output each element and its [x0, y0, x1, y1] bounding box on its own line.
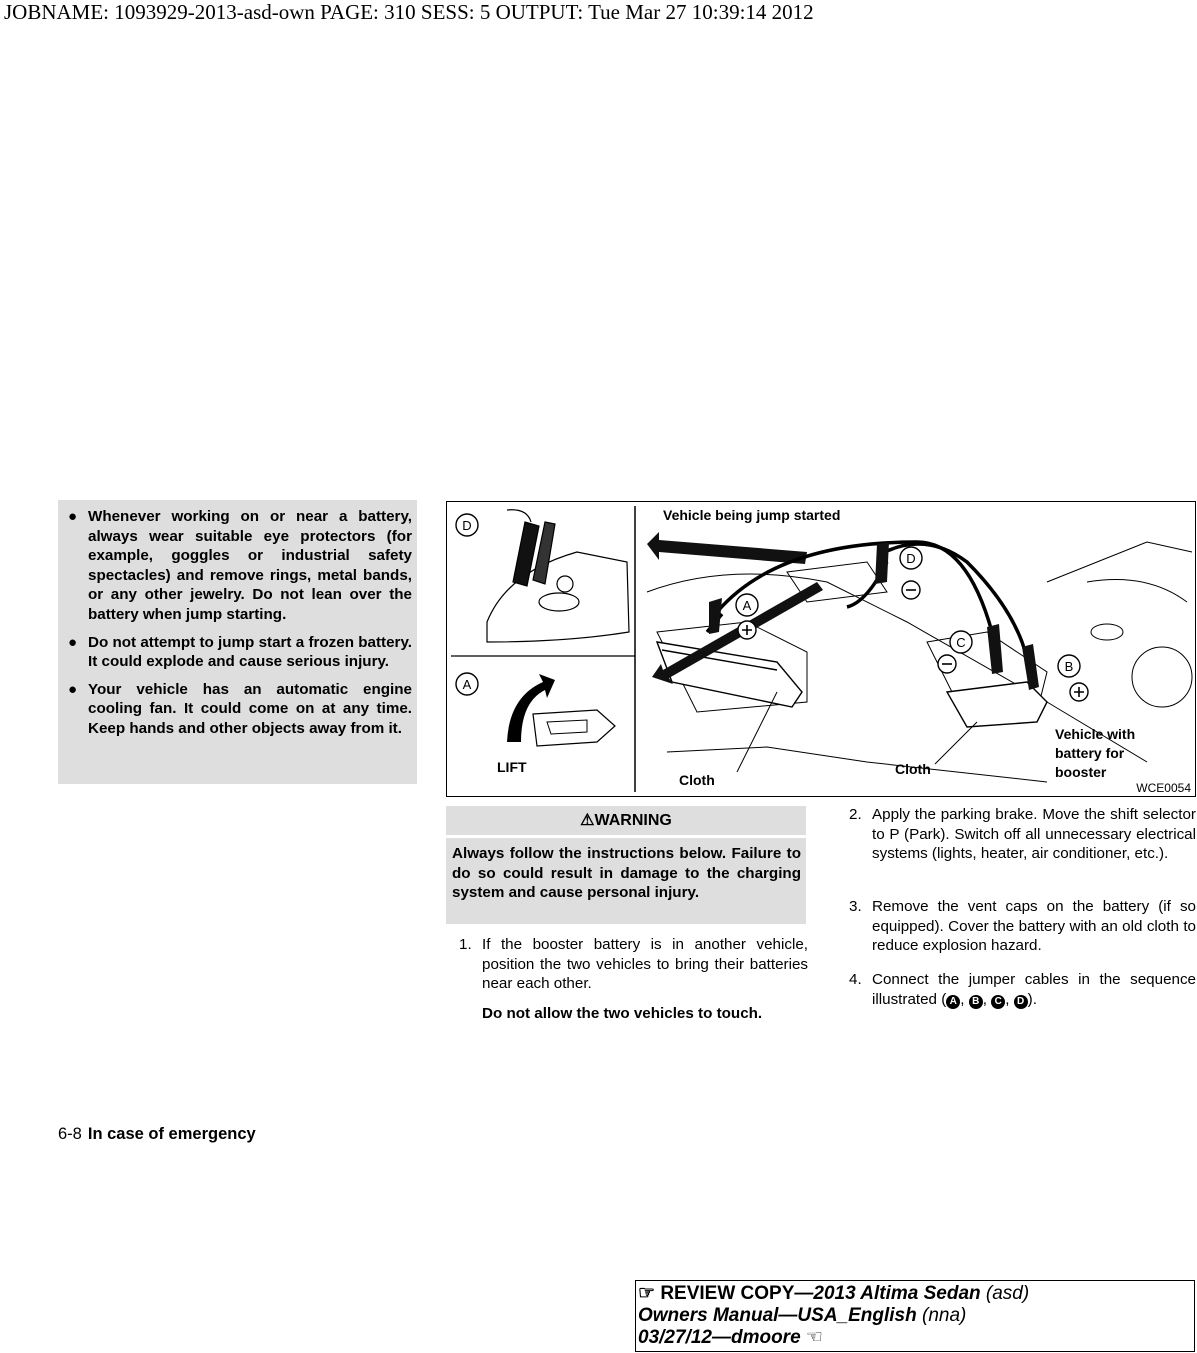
review-model: 2013 Altima Sedan [813, 1283, 981, 1304]
warning-body: Always follow the instructions below. Failure to do so could result in damage to the charging system and cause personal injury. [446, 838, 806, 924]
step-number: 4. [849, 971, 862, 988]
review-manual-code: (nna) [922, 1305, 967, 1326]
page-number: 6-8 [58, 1125, 82, 1143]
inset-d-letter: D [462, 518, 472, 533]
label-cloth-1: Cloth [679, 772, 715, 788]
bullet-dot-icon: ● [68, 680, 78, 698]
callout-c [938, 631, 972, 673]
callout-b-badge: B [969, 995, 983, 1009]
step-text: If the booster battery is in another vehicle, position the two vehicles to bring their batteries near each other. [482, 936, 808, 993]
step-number: 2. [849, 806, 862, 823]
bullet-text: Your vehicle has an automatic engine cooling fan. It could come on at any time. Keep hands and other objects away from it. [88, 680, 412, 737]
page-footer [58, 1125, 256, 1144]
safety-bullet-box [58, 500, 417, 784]
svg-text:A: A [742, 598, 752, 613]
bullet-item [66, 680, 412, 739]
review-line-1 [638, 1283, 1194, 1305]
step-1 [459, 935, 808, 994]
warning-triangle-icon: ⚠ [580, 812, 595, 829]
svg-text:C: C [956, 635, 966, 650]
pointing-hand-left-icon: ☜ [805, 1327, 823, 1348]
warning-title: WARNING [594, 812, 672, 829]
review-line-2 [638, 1305, 1194, 1327]
label-vehicle-booster-2: battery for [1055, 745, 1125, 761]
inset-a-letter: A [462, 677, 472, 692]
jump-start-illustration [446, 501, 1196, 797]
step-text: Connect the jumper cables in the sequence illustrated ( [872, 971, 1196, 1008]
inset-a-drawing [507, 674, 615, 746]
label-cloth-2: Cloth [895, 761, 931, 777]
step-number: 3. [849, 898, 862, 915]
inset-d-drawing [487, 510, 629, 642]
callout-a [736, 594, 758, 639]
bullet-text: Whenever working on or near a battery, always wear suitable eye protectors (for example, goggles or industrial safety spectacles) and remove rings, metal bands, or any other jewelry. Do not lean over the battery when jump starting. [88, 508, 412, 623]
step-2 [849, 805, 1196, 864]
step-text: Remove the vent caps on the battery (if so equipped). Cover the battery with an old cloth to reduce explosion hazard. [872, 898, 1196, 955]
label-vehicle-booster-3: booster [1055, 764, 1107, 780]
figure-code: WCE0054 [1136, 781, 1191, 795]
inset-a-callout [456, 673, 478, 695]
review-copy-box [635, 1280, 1195, 1352]
callout-d [900, 547, 922, 599]
bullet-item [66, 633, 412, 672]
review-label: REVIEW COPY— [660, 1283, 814, 1304]
callout-a-badge: A [946, 995, 960, 1009]
arrow-icon [647, 532, 807, 564]
svg-text:B: B [1064, 659, 1074, 674]
step-4: 4. Connect the jumper cables in the sequence illustrated ( A , B , C , D ). [849, 971, 1196, 1008]
step-text-end: ). [1027, 990, 1037, 1008]
bullet-text: Do not attempt to jump start a frozen battery. It could explode and cause serious injury. [88, 633, 412, 671]
label-vehicle-booster-1: Vehicle with [1055, 726, 1136, 742]
step-3 [849, 897, 1196, 956]
svg-text:D: D [906, 551, 916, 566]
warning-heading [446, 806, 806, 835]
step-text: Apply the parking brake. Move the shift selector to P (Park). Switch off all unnecessary electrical systems (lights, heater, air conditioner, etc.). [872, 806, 1196, 863]
battery-started [657, 642, 802, 707]
callout-d-badge: D [1014, 995, 1028, 1009]
review-line-3 [638, 1327, 1194, 1349]
bullet-item [66, 507, 412, 625]
pointing-hand-icon: ☞ [638, 1283, 656, 1304]
step-1-note: Do not allow the two vehicles to touch. [482, 1005, 763, 1022]
callout-b [1058, 655, 1088, 701]
review-date: 03/27/12—dmoore [638, 1327, 801, 1348]
bullet-dot-icon: ● [68, 633, 78, 651]
bullet-dot-icon: ● [68, 508, 78, 525]
review-model-code: (asd) [985, 1283, 1030, 1304]
jump-start-diagram [447, 502, 1196, 797]
review-manual: Owners Manual—USA_English [638, 1305, 917, 1326]
label-vehicle-started: Vehicle being jump started [663, 507, 841, 523]
step-number: 1. [459, 936, 472, 953]
lift-label: LIFT [497, 759, 527, 775]
job-header: JOBNAME: 1093929-2013-asd-own PAGE: 310 SESS: 5 OUTPUT: Tue Mar 27 10:39:14 2012 [4, 0, 814, 24]
section-title: In case of emergency [87, 1125, 256, 1143]
callout-c-badge: C [991, 995, 1005, 1009]
inset-d-callout [456, 514, 478, 536]
